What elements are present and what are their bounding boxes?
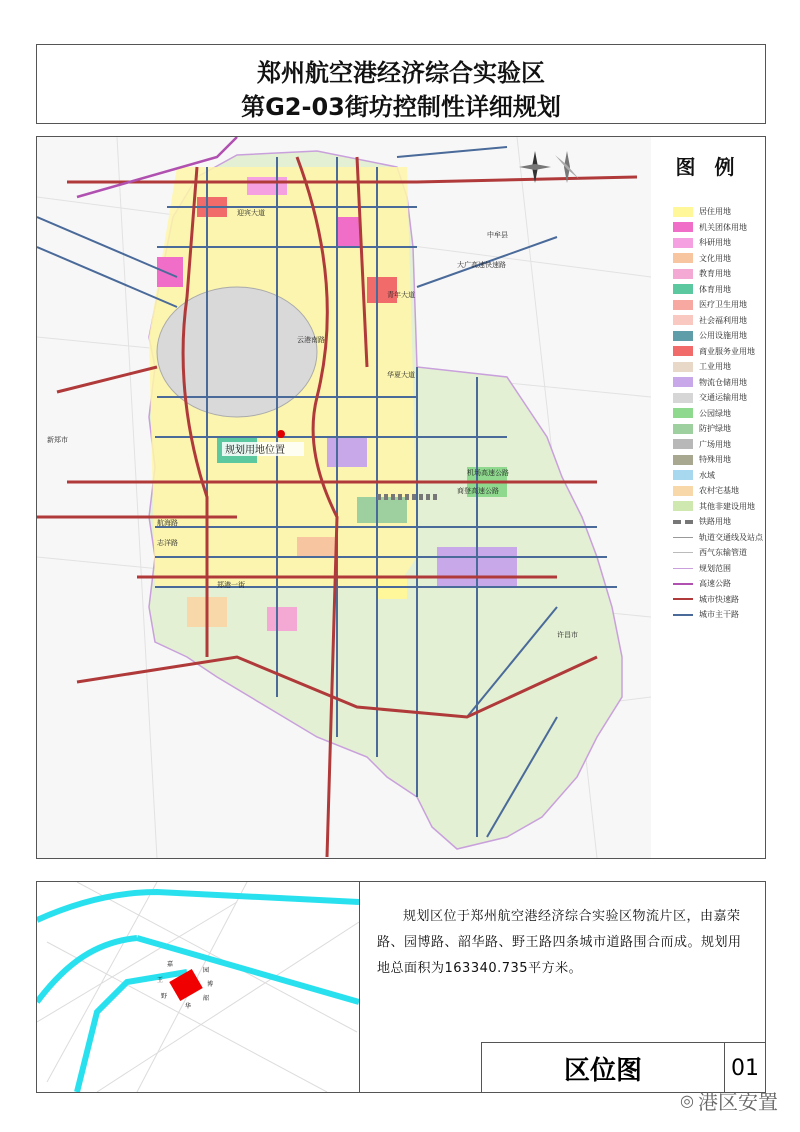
legend-swatch [673, 486, 693, 496]
legend-swatch [673, 377, 693, 387]
legend-label: 体育用地 [699, 284, 731, 294]
legend-line-item [673, 531, 763, 544]
legend-swatch [673, 253, 693, 263]
legend-label: 交通运输用地 [699, 393, 747, 402]
road-label: 云港南路 [297, 336, 325, 344]
legend-swatch [673, 269, 693, 279]
land-use-map[interactable] [37, 137, 651, 858]
legend-item [673, 391, 747, 404]
legend-item [673, 252, 731, 265]
legend-label: 其他非建设用地 [699, 501, 755, 511]
legend-label: 机关团体用地 [699, 222, 747, 232]
legend-label: 规划范围 [699, 563, 731, 573]
inset-label: 韶 [203, 995, 210, 1002]
legend-item [673, 221, 747, 234]
legend-label: 文化用地 [699, 253, 731, 263]
legend-swatch [673, 408, 693, 418]
legend-swatch [673, 455, 693, 465]
road-label: 青年大道 [387, 291, 415, 299]
master-plan-map[interactable] [36, 136, 766, 859]
watermark-text: 港区安置 [698, 1090, 778, 1114]
legend-item [673, 484, 739, 497]
legend-item [673, 205, 731, 218]
plan-title-line2: 第G2-03街坊控制性详细规划 [241, 93, 561, 121]
legend-label: 公园绿地 [699, 408, 731, 418]
legend-item [673, 360, 731, 373]
legend-label: 城市主干路 [699, 610, 739, 619]
legend-label: 社会福利用地 [699, 315, 747, 325]
legend-label: 城市快速路 [699, 594, 739, 604]
location-description: 规划区位于郑州航空港经济综合实验区物流片区，由嘉荣路、园博路、韶华路、野王路四条城市道路围合而成。规划用地总面积为163340.735平方米。 [377, 909, 742, 976]
legend [651, 137, 765, 858]
legend-label: 铁路用地 [699, 517, 731, 526]
inset-label: 华 [185, 1003, 192, 1010]
legend-swatch [673, 207, 693, 217]
legend-label: 广场用地 [699, 439, 731, 449]
legend-swatch [673, 238, 693, 248]
legend-label: 高速公路 [699, 579, 731, 588]
site-label: 规划用地位置 [225, 445, 285, 456]
legend-swatch [673, 439, 693, 449]
site-marker [277, 430, 285, 438]
title-box [36, 44, 766, 124]
inset-label: 王 [157, 977, 164, 984]
legend-line-item [673, 593, 739, 606]
legend-swatch [673, 501, 693, 511]
district-label: 许昌市 [557, 631, 578, 639]
legend-swatch [673, 470, 693, 480]
legend-label: 西气东输管道 [699, 548, 747, 557]
legend-label: 轨道交通线及站点 [699, 532, 763, 542]
legend-item [673, 329, 747, 342]
legend-line-swatch [673, 552, 693, 553]
legend-label: 工业用地 [699, 362, 731, 371]
legend-line-swatch [673, 583, 693, 585]
legend-item [673, 267, 731, 280]
inset-svg[interactable] [37, 882, 359, 1092]
legend-item [673, 422, 731, 435]
inset-label: 博 [207, 981, 214, 988]
legend-line-item [673, 577, 731, 590]
legend-line-swatch [673, 568, 693, 569]
legend-label: 医疗卫生用地 [699, 300, 747, 309]
legend-label: 物流仓储用地 [699, 377, 747, 387]
location-panel [36, 881, 766, 1093]
legend-swatch [673, 300, 693, 310]
legend-swatch [673, 346, 693, 356]
legend-title: 图 例 [675, 155, 741, 179]
legend-item [673, 453, 731, 466]
legend-label: 水域 [699, 470, 715, 480]
road-label: 华夏大道 [387, 371, 415, 379]
road-label: 大广高速快速路 [457, 261, 506, 269]
legend-swatch [673, 393, 693, 403]
drawing-number: 01 [731, 1055, 759, 1081]
legend-item [673, 314, 747, 327]
legend-swatch [673, 362, 693, 372]
legend-item [673, 236, 731, 249]
legend-item [673, 345, 755, 358]
road-label: 商登高速公路 [457, 487, 499, 495]
legend-swatch [673, 222, 693, 232]
road-label: 郑港一街 [217, 581, 245, 589]
legend-label: 科研用地 [699, 238, 731, 247]
legend-label: 农村宅基地 [699, 486, 739, 495]
legend-item [673, 500, 755, 513]
district-label: 中牟县 [487, 231, 508, 239]
legend-line-swatch [673, 614, 693, 616]
legend-swatch [673, 315, 693, 325]
plan-title-line1: 郑州航空港经济综合实验区 [257, 59, 545, 87]
wechat-icon: ◎ [680, 1091, 694, 1110]
inset-label: 野 [161, 993, 168, 1000]
district-label: 新郑市 [47, 436, 68, 444]
legend-line-item [673, 515, 731, 528]
road-label: 迎宾大道 [237, 209, 265, 217]
road-label: 航海路 [157, 519, 178, 527]
legend-label: 特殊用地 [699, 455, 731, 464]
location-inset-map[interactable] [37, 882, 360, 1092]
legend-label: 公用设施用地 [699, 331, 747, 340]
legend-item [673, 298, 747, 311]
legend-item [673, 376, 747, 389]
legend-label: 商业服务业用地 [699, 346, 755, 356]
legend-item [673, 283, 731, 296]
legend-item [673, 407, 731, 420]
legend-label: 教育用地 [699, 269, 731, 278]
legend-line-item [673, 608, 739, 621]
watermark [680, 1086, 778, 1115]
legend-line-item [673, 546, 747, 559]
legend-swatch [673, 424, 693, 434]
legend-swatch [673, 331, 693, 341]
road-label: 机场高速公路 [467, 469, 509, 477]
legend-label: 防护绿地 [699, 424, 731, 433]
legend-line-swatch [673, 520, 693, 524]
legend-line-swatch [673, 537, 693, 538]
drawing-name: 区位图 [482, 1043, 725, 1093]
inset-label: 嘉 [167, 961, 174, 968]
legend-item [673, 438, 731, 451]
road-label: 志洋路 [157, 539, 178, 547]
legend-line-item [673, 562, 731, 575]
inset-label: 园 [203, 967, 210, 974]
legend-item [673, 469, 715, 482]
legend-swatch [673, 284, 693, 294]
legend-line-swatch [673, 598, 693, 600]
legend-label: 居住用地 [699, 207, 731, 216]
